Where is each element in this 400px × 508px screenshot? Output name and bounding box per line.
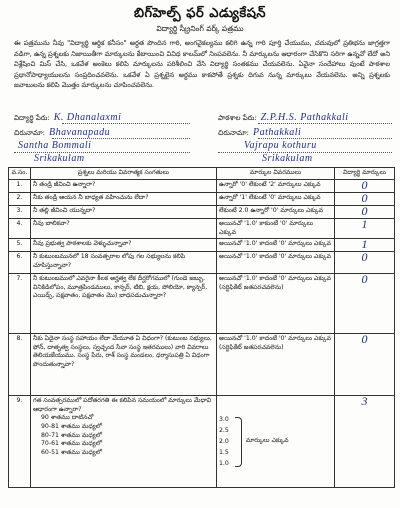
- instructions-paragraph: ఈ పత్రమును నీవు "విద్యార్థి ఆర్థిక కనీసం" అర్థత పొందిన గారి, అంగవైకల్యము కలిగి ఉన్న గారి పూర్తి చేయుము, చదువులో ప్రతిభను జాగ్రత్తగా వడిగా, ఉన్న ప్రశ్నలకు నిజాయితీగా మార్కులను కేటాయించి వివిధ కాలమ్‌లో నింపవలెను. నీ మార్కులను ఆధారంగా చేసికొని సరిగా ఉన్నవో లేదో అని విశ్లేషించి మిస్ చేసి, ఒకవేళ అంకెలు కలిపి మార్కులను పరిశీలించి వేసి విద్యార్థి సంతకము చేయవలెను. ఏవైనా సందేహాలు వుంటే పాఠశాల ప్రధానోపాధ్యాయులను సంప్రదించవలెను. ఒకవేళ ఏ ప్రశ్నలైన అర్థము కాకపోతే ప్రశ్నకు దిగువ నున్న మార్కులు వేయవలెను. అన్ని ప్రశ్నలకు జవాబులను కలిపి మొత్తం మార్కులను చూపించవలెను.: [14, 39, 390, 90]
- header-serial: వ.సం.: [9, 168, 31, 180]
- row-number: 2.: [9, 193, 31, 206]
- scale-note: మార్కులు ఎక్కువ: [245, 437, 289, 445]
- scale-value: 3.0: [219, 416, 229, 424]
- option-item: 80-71 శాతము మధ్యలో: [41, 431, 102, 439]
- student-name-value: K. Dhanalaxmi: [53, 112, 122, 123]
- student-address-underline-1: [52, 138, 190, 139]
- row-score[interactable]: 0: [335, 206, 395, 219]
- row-marks: అయినచో '1.0' కాదంటే '0' మార్కులు ఎక్కువ: [217, 239, 335, 252]
- row-score[interactable]: 1: [335, 239, 395, 252]
- questions-table: [8, 167, 395, 488]
- table-row: [9, 252, 395, 274]
- row-number: 6.: [9, 252, 31, 274]
- row-marks: అయినచో '1.0' కాకుంటే '0' మార్కులు ఎక్కువ: [217, 219, 335, 239]
- table-row: [9, 239, 395, 252]
- student-address-line1: Bhavanapadu: [49, 127, 111, 138]
- row-score[interactable]: 0: [335, 274, 395, 334]
- option-item: 90 శాతము దాటినచో: [41, 414, 94, 422]
- row-marks: అయినచో '1.0' కాదంటే '0' మార్కులు ఎక్కువ (సర్టిఫికేట్ జతపరచవలెను): [217, 274, 335, 334]
- bracket-divider: [235, 417, 242, 467]
- row-question: నీకు ఏదైనా సంస్థ సహాయం లేదా చేయూత ఏ విధంగా? (కుటుంబ సభ్యులు, ఫోన్, దాతృత్వ సంస్థలు, స్వచ్ఛంద సేవా సంస్థ ఇతరములు) వారి వివరాలు తెలియజేయుము. సంస్థ పేరు, రాశ్ సంస్థ మండలం, ధర్మాసుపత్రి ఏ విధంగా పొందుతున్నావా?: [31, 334, 217, 396]
- row-marks: అయినచో '1.0' కాదంటే '0' మార్కులు ఎక్కువ: [217, 252, 335, 274]
- row-marks: ఉన్నారో '1' లేకుంటే '0' మార్కులు ఎక్కువ: [217, 193, 335, 206]
- row-score[interactable]: 0: [335, 193, 395, 206]
- school-address-line2: Vajrapu kothuru: [244, 140, 317, 151]
- row-score[interactable]: 0: [335, 334, 395, 396]
- row-score[interactable]: 0: [335, 252, 395, 274]
- row-question: నీ తల్లి జీవించి యున్నదా?: [31, 206, 217, 219]
- option-item: 60-51 శాతము మధ్యలో: [41, 448, 102, 456]
- row-question: నీ కుటుంబమునలో 18 సంవత్సరాల లోపు గల సభ్యులను కలిపి చూపిస్తున్నావా?: [31, 252, 217, 274]
- table-header-row: [9, 168, 395, 180]
- school-address-underline-1: [258, 138, 392, 139]
- row-number: 5.: [9, 239, 31, 252]
- table-row: [9, 334, 395, 396]
- header-marks-details: మార్కుల వివరములు: [217, 168, 335, 180]
- row-question: నీవు బాలికవా?: [31, 219, 217, 239]
- student-address-line2: Santha Bommali: [18, 140, 92, 151]
- student-address-line3: Srikakulam: [34, 153, 85, 164]
- row-score[interactable]: 3: [335, 396, 395, 488]
- row-number: 3.: [9, 206, 31, 219]
- row-number: 1.: [9, 180, 31, 193]
- scale-value: 1.5: [219, 449, 229, 457]
- school-address-line3: Srikakulam: [262, 153, 313, 164]
- row-question-intro: గత సంవత్సరములో పదోతరగతి ఈ కలిపిన సమయంలో మార్కులు మేధావి ఆధారంగా ఉన్నారా?: [33, 397, 212, 413]
- row-marks: ఉన్నారో '0' లేకుంటే '2' మార్కులు ఎక్కువ: [217, 180, 335, 193]
- header-student-marks: విద్యార్థి మార్కులు: [335, 168, 395, 180]
- table-row: [9, 396, 395, 488]
- student-address-label: చిరునామా:: [14, 129, 46, 137]
- row-score[interactable]: 0: [335, 180, 395, 193]
- school-address-line1: Pathakkali: [253, 127, 302, 138]
- scale-values: [219, 414, 229, 469]
- table-row: [9, 193, 395, 206]
- row-question: నీ కుటుంబములో ఎవరైనా కీలక అర్హత్వ లేక దీర్ఘరోగములో (గుండె జబ్బు, వినికిడిలోపం, మూత్రపిండములు, కాన్సర్, టిబి, క్షయ, పోలియో, క్యాన్సర్, ఎయిడ్స్, పక్షవాతం, పక్షవాతం మొ) బాధపడుచున్నారా?: [31, 274, 217, 334]
- row-marks: అయినచో '1.0' కాదంటే '0' మార్కులు ఎక్కువ (సర్టిఫికేట్ జతపరచవలెను): [217, 334, 335, 396]
- row-score[interactable]: 1: [335, 219, 395, 239]
- school-name-underline: [258, 123, 392, 124]
- school-name-label: పాఠశాల పేరు:: [218, 114, 257, 122]
- scale-value: 2.5: [219, 427, 229, 435]
- table-row: [9, 206, 395, 219]
- table-row: [9, 180, 395, 193]
- row-number: 7.: [9, 274, 31, 334]
- form-subtitle: విద్యార్థి స్క్రీనింగ్ వర్క్ పత్రము: [156, 24, 244, 33]
- marks-scale: [219, 414, 332, 469]
- row-number: 4.: [9, 219, 31, 239]
- school-address-label: చిరునామా:: [218, 129, 250, 137]
- table-row: [9, 274, 395, 334]
- row-number: 9.: [9, 396, 31, 488]
- row-question: నీవు ప్రభుత్వ పాఠశాలకు వెళ్ళుచున్నావా?: [31, 239, 217, 252]
- option-item: 70-61 శాతము మధ్యలో: [41, 440, 102, 448]
- scale-value: 2.0: [219, 438, 229, 446]
- student-name-underline: [62, 123, 190, 124]
- form-title: బిగ్‌హెల్ప్ ఫర్ ఎడ్యుకేషన్: [133, 6, 267, 21]
- row-question: నీ తండ్రి జీవించి ఉన్నారా?: [31, 180, 217, 193]
- option-item: 90-81 శాతము మధ్యలో: [41, 422, 102, 430]
- scale-value: 1.0: [219, 460, 229, 468]
- student-name-label: విద్యార్థి పేరు:: [14, 114, 50, 122]
- row-question: నీకు తండ్రి ఆయన నీ బాధ్యత వహించును లేదా?: [31, 193, 217, 206]
- row-number: 8.: [9, 334, 31, 396]
- school-name-value: Z.P.H.S. Pathakkali: [260, 112, 349, 123]
- row-marks-scale: [217, 396, 335, 488]
- row-marks: లేకుంటే 2.0 ఉన్నారో '0' మార్కులు ఎక్కువ: [217, 206, 335, 219]
- table-row: [9, 219, 395, 239]
- header-question: ప్రశ్నలు మరియు వివరాత్మక సంగతులు: [31, 168, 217, 180]
- row-question-9: [31, 396, 217, 488]
